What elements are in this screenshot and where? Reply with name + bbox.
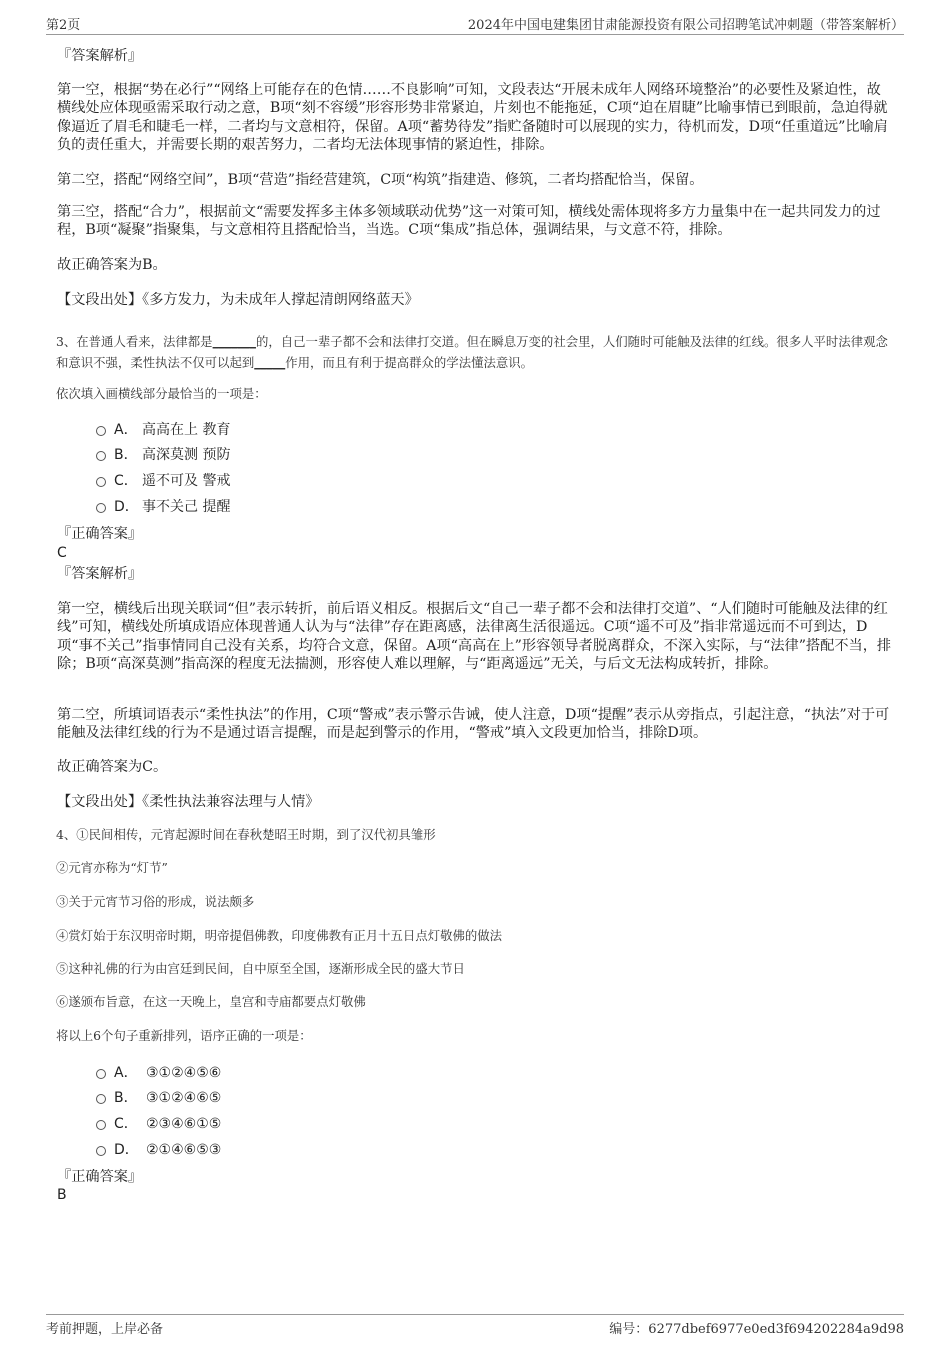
option-text: 事不关己 提醒: [142, 499, 231, 515]
q2-analysis-para3: 第三空，搭配“合力”，根据前文“需要发挥多主体多领域联动优势”这一对策可知，横线处需体现将多方力量集中在一起共同发力的过程，B项“凝聚”指聚集，与文意相符且搭配恰当，当选。C项“集成”指总体，强调结果，与文意不符，排除。: [57, 204, 881, 239]
footer-serial-number: 编号：6277dbef6977e0ed3f694202284a9d98: [609, 1322, 904, 1337]
option-letter: C．: [114, 1116, 138, 1132]
q2-conclusion: 故正确答案为B。: [57, 257, 167, 273]
q3-answer: C: [57, 545, 67, 561]
option-text: ③①②④⑤⑥: [146, 1065, 222, 1081]
q3-instruction: 依次填入画横线部分最恰当的一项是：: [56, 386, 267, 401]
option-text: 高深莫测 预防: [142, 447, 231, 463]
footer-slogan: 考前押题，上岸必备: [46, 1322, 164, 1337]
radio-button[interactable]: [96, 1146, 106, 1156]
q4-instruction: 将以上6个句子重新排列，语序正确的一项是：: [56, 1028, 312, 1043]
option-letter: B．: [114, 447, 138, 463]
q2-analysis-para2: 第二空，搭配“网络空间”，B项“营造”指经营建筑，C项“构筑”指建造、修筑，二者均搭配恰当，保留。: [57, 172, 704, 188]
q4-sentence-4: ④赏灯始于东汉明帝时期，明帝提倡佛教，印度佛教有正月十五日点灯敬佛的做法: [56, 928, 503, 943]
q4-stem: 4、①民间相传，元宵起源时间在春秋楚昭王时期，到了汉代初具雏形: [56, 827, 436, 842]
q4-answer-label: 『正确答案』: [57, 1169, 143, 1185]
page-footer: [46, 1314, 904, 1337]
radio-button[interactable]: [96, 451, 106, 461]
q3-stem-part1: 3、在普通人看来，法律都是: [56, 334, 213, 349]
option-text: ③①②④⑥⑤: [146, 1090, 222, 1106]
q4-sentence-5: ⑤这种礼佛的行为由宫廷到民间，自中原至全国，逐渐形成全民的盛大节日: [56, 961, 465, 976]
q3-conclusion: 故正确答案为C。: [57, 759, 168, 775]
q3-stem-part2: 的，自己一辈子都不会和法律打交道。但在瞬息万变的社会里，人们随时可能触及法律的红线。很多人平时法律观念和意识不强，柔性执法不仅可以起到: [56, 334, 888, 370]
q3-analysis-label: 『答案解析』: [57, 566, 143, 582]
q3-stem-part3: 作用，而且有利于提高群众的学法懂法意识。: [285, 355, 534, 370]
radio-button[interactable]: [96, 426, 106, 436]
q3-analysis-para1: 第一空，横线后出现关联词“但”表示转折，前后语义相反。根据后文“自己一辈子都不会和法律打交道”、“人们随时可能触及法律的红线”可知，横线处所填成语应体现普通人认为与“法律”存在距离感，法律离生活很遥远。C项“遥不可及”指非常遥远而不可到达，D项“事不关己”指事情同自己没有关系，均符合文意，保留。A项“高高在上”形容领导者脱离群众，不深入实际，与“法律”搭配不当，排除；B项“高深莫测”指高深的程度无法揣测，形容使人难以理解，与“距离遥远”无关，与后文无法构成转折，排除。: [57, 601, 892, 673]
radio-button[interactable]: [96, 1120, 106, 1130]
q3-blank-1: _______: [212, 334, 256, 349]
option-text: 遥不可及 警戒: [142, 473, 231, 489]
radio-button[interactable]: [96, 477, 106, 487]
page-header: [46, 14, 904, 35]
q3-stem: [56, 331, 896, 373]
option-text: ②①④⑥⑤③: [146, 1142, 222, 1158]
q4-sentence-3: ③关于元宵节习俗的形成，说法颇多: [56, 894, 255, 909]
option-letter: D．: [114, 499, 139, 515]
q3-blank-2: _____: [254, 355, 286, 370]
option-text: 高高在上 教育: [142, 422, 231, 438]
radio-button[interactable]: [96, 1094, 106, 1104]
page-number: 第2页: [46, 18, 81, 33]
q4-sentence-2: ②元宵亦称为“灯节”: [56, 860, 168, 875]
radio-button[interactable]: [96, 1069, 106, 1079]
q2-analysis-label: 『答案解析』: [57, 48, 143, 64]
document-title: 2024年中国电建集团甘肃能源投资有限公司招聘笔试冲刺题（带答案解析）: [467, 18, 904, 33]
q4-answer: B: [57, 1187, 67, 1203]
option-letter: A．: [114, 1065, 138, 1081]
option-text: ②③④⑥①⑤: [146, 1116, 222, 1132]
q2-analysis-para1: 第一空，根据“势在必行”“网络上可能存在的色情……不良影响”可知，文段表达“开展未成年人网络环境整治”的必要性及紧迫性，故横线处应体现亟需采取行动之意，B项“刻不容缓”形容形势非常紧迫，片刻也不能拖延，C项“迫在眉睫”比喻事情已到眼前，急迫得就像逼近了眉毛和睫毛一样，二者均与文意相符，保留。A项“蓄势待发”指贮备随时可以展现的实力，待机而发，D项“任重道远”比喻肩负的责任重大，并需要长期的艰苦努力，二者均无法体现事情的紧迫性，排除。: [57, 82, 888, 154]
q4-sentence-6: ⑥遂颁布旨意，在这一天晚上，皇宫和寺庙都要点灯敬佛: [56, 994, 366, 1009]
q3-answer-label: 『正确答案』: [57, 526, 143, 542]
q3-analysis-para2: 第二空，所填词语表示“柔性执法”的作用，C项“警戒”表示警示告诫，使人注意，D项“提醒”表示从旁指点，引起注意，“执法”对于可能触及法律红线的行为不是通过语言提醒，而是起到警示的作用，“警戒”填入文段更加恰当，排除D项。: [57, 707, 890, 742]
option-letter: A．: [114, 422, 138, 438]
q3-source: 【文段出处】《柔性执法兼容法理与人情》: [57, 794, 320, 810]
option-letter: B．: [114, 1090, 138, 1106]
option-letter: D．: [114, 1142, 139, 1158]
radio-button[interactable]: [96, 503, 106, 513]
option-letter: C．: [114, 473, 138, 489]
q2-source: 【文段出处】《多方发力，为未成年人撑起清朗网络蓝天》: [57, 292, 419, 308]
